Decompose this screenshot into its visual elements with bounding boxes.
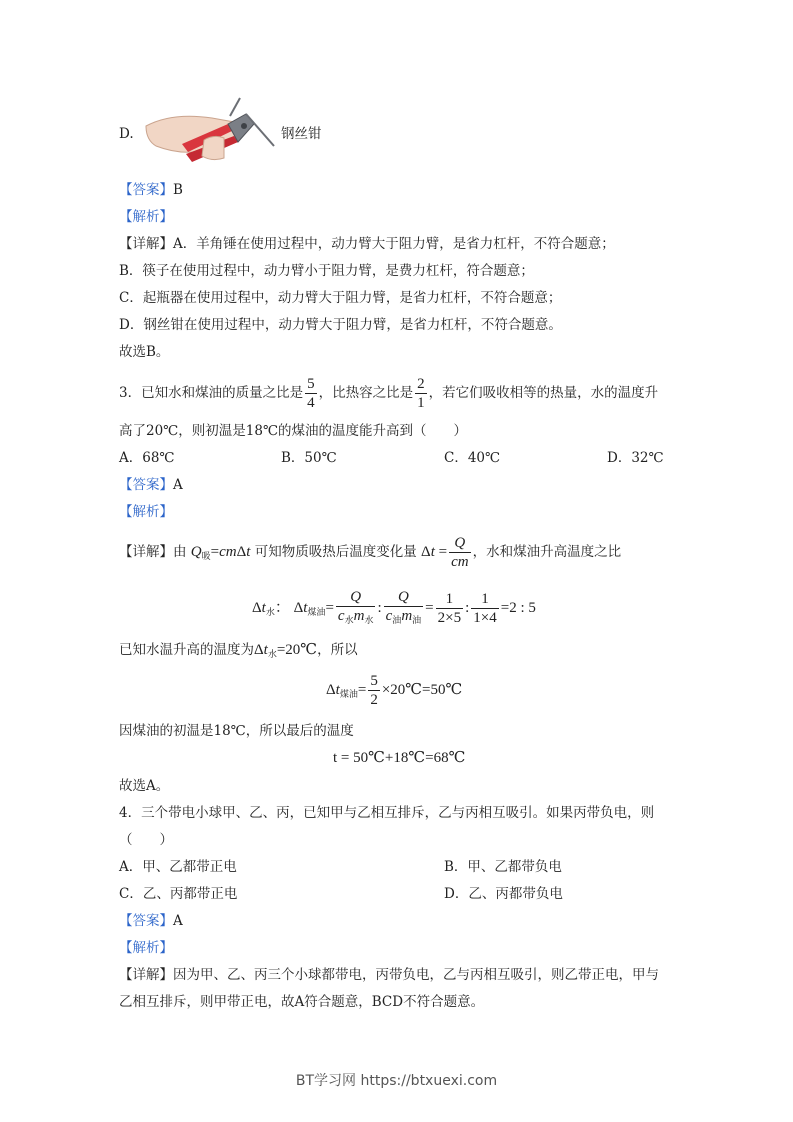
question-stem-line2: （ ） [119, 832, 173, 848]
detail-text: ，所以 [317, 642, 358, 658]
detail-tag: 【详解】 [119, 544, 173, 560]
option-d-label: D. [119, 126, 134, 142]
stem-text: ，比热容之比是 [318, 385, 414, 401]
detail-text: 已知水温升高的温度为 [119, 642, 254, 658]
detail-line: B．筷子在使用过程中，动力臂小于阻力臂，是费力杠杆，符合题意； [119, 263, 534, 279]
ratio-equation: $\Delta t_水$： $\Delta t_{煤油}=$ $\frac{Q}{c_水m_水}$ : $\frac{Q}{c_油m_油}$ = $\frac{1}{2\times 5}$ : $\frac{1}{1\times 4}$ =2 : 5 [252, 589, 536, 626]
answer-value: A [173, 477, 183, 493]
analysis-tag: 【解析】 [119, 209, 173, 225]
heat-ratio-fraction [415, 375, 427, 412]
kerosene-rise-equation: $\Delta t_{煤油}=$ $\frac{5}{2}$ ×20℃=50℃ [326, 673, 463, 708]
option-c: C．乙、丙都带正电 [119, 886, 238, 902]
detail-line [119, 234, 615, 254]
analysis-tag: 【解析】 [119, 940, 173, 956]
answer-value: B [173, 182, 183, 198]
numerator: 5 [307, 376, 315, 392]
detail-text: 因为甲、乙、丙三个小球都带电，丙带负电，乙与丙相互吸引，则乙带正电，甲与 [173, 967, 659, 983]
detail-line: C．起瓶器在使用过程中，动力臂大于阻力臂，是省力杠杆，不符合题意； [119, 290, 562, 306]
answer-tag: 【答案】 [119, 182, 173, 198]
detail-line [119, 965, 659, 985]
option-d: D．32℃ [607, 450, 664, 466]
conclusion: 故选A。 [119, 778, 170, 794]
option-c: C．40℃ [444, 450, 501, 466]
detail-line: 已知水温升高的温度为$\Delta t_水=20℃$，所以 [119, 642, 358, 659]
detail-line [119, 532, 621, 576]
formula-q-over-cm: $\frac{Q}{cm}$ [451, 535, 469, 570]
stem-text: ，若它们吸收相等的热量，水的温度升 [428, 385, 659, 401]
analysis-tag: 【解析】 [119, 504, 173, 520]
detail-line: 乙相互排斥，则甲带正电，故A符合题意，BCD不符合题意。 [119, 994, 485, 1010]
option-a: A．68℃ [119, 450, 175, 466]
denominator: 1 [417, 395, 425, 411]
detail-text: A．羊角锤在使用过程中，动力臂大于阻力臂，是省力杠杆，不符合题意； [173, 236, 615, 252]
answer-line [119, 475, 183, 495]
detail-line: 因煤油的初温是18℃，所以最后的温度 [119, 723, 354, 739]
answer-value: A [173, 913, 183, 929]
detail-text: 由 [173, 544, 187, 560]
question-stem [119, 372, 658, 414]
detail-text: 可知物质吸热后温度变化量 [254, 544, 417, 560]
option-b: B．甲、乙都带负电 [444, 859, 562, 875]
answer-tag: 【答案】 [119, 913, 173, 929]
pliers-illustration [142, 96, 278, 172]
question-stem-line2: 高了20℃，则初温是18℃的煤油的温度能升高到（ ） [119, 423, 468, 439]
detail-tag: 【详解】 [119, 236, 173, 252]
option-d: D．乙、丙都带负电 [444, 886, 563, 902]
question-stem: 4．三个带电小球甲、乙、丙，已知甲与乙相互排斥，乙与丙相互吸引。如果丙带负电，则 [119, 805, 655, 821]
final-temperature-equation: t = 50℃+18℃=68℃ [333, 750, 466, 766]
option-d-text: 钢丝钳 [281, 126, 322, 142]
formula-dt: Δt = [421, 544, 448, 560]
detail-tag: 【详解】 [119, 967, 173, 983]
answer-line [119, 911, 183, 931]
option-b: B．50℃ [281, 450, 337, 466]
numerator: 2 [417, 376, 425, 392]
detail-line: D．钢丝钳在使用过程中，动力臂大于阻力臂，是省力杠杆，不符合题意。 [119, 317, 562, 333]
formula-q-cm-dt: $Q_吸=cm\Delta t$ [190, 544, 251, 561]
stem-text: 3．已知水和煤油的质量之比是 [119, 385, 304, 401]
detail-text: ，水和煤油升高温度之比 [472, 544, 622, 560]
conclusion: 故选B。 [119, 344, 170, 360]
denominator: 4 [307, 395, 315, 411]
site-footer-link[interactable]: BT学习网 https://btxuexi.com [295, 1073, 498, 1089]
answer-tag: 【答案】 [119, 477, 173, 493]
option-a: A．甲、乙都带正电 [119, 859, 237, 875]
mass-ratio-fraction [305, 375, 317, 412]
answer-line [119, 180, 183, 200]
